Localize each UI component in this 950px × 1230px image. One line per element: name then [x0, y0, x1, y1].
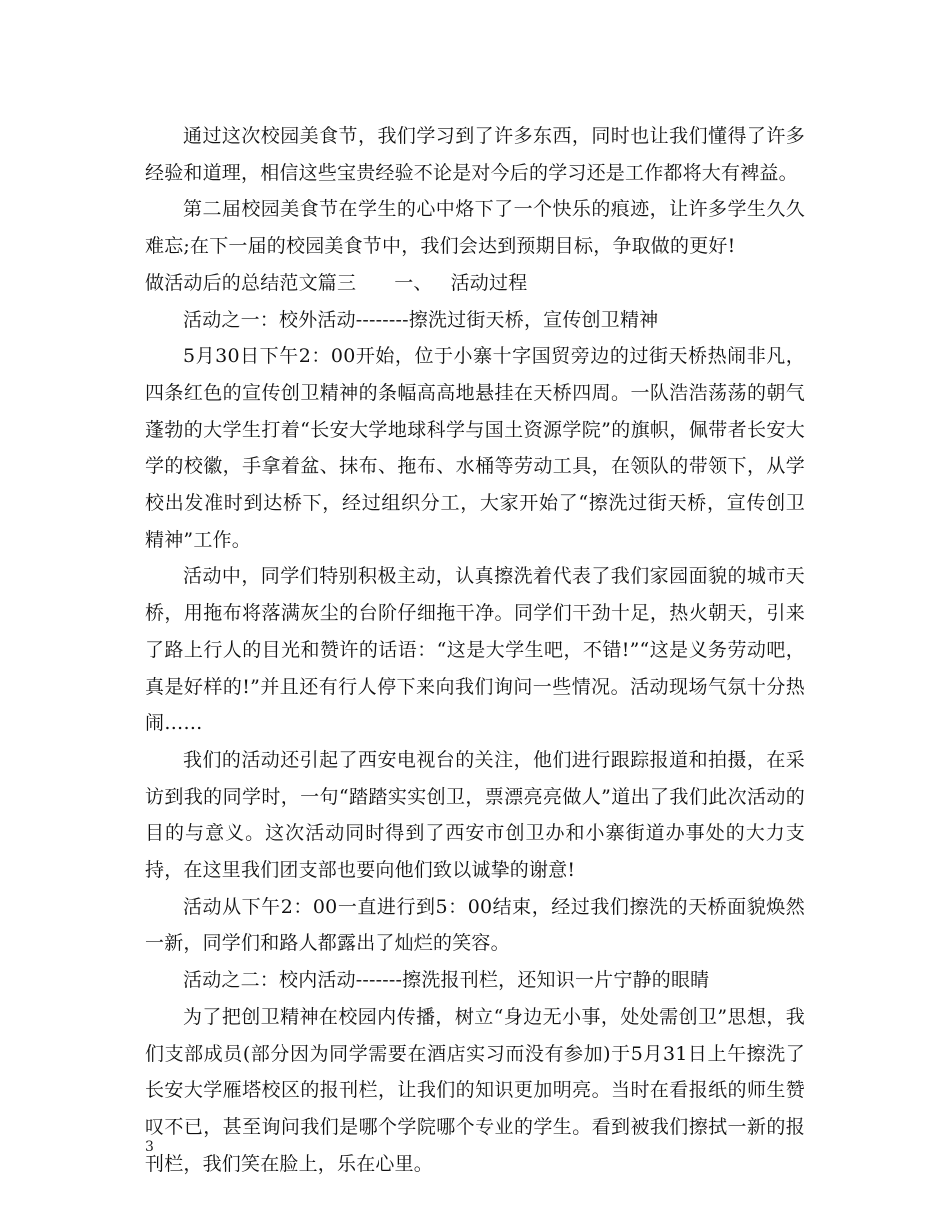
section-title: 活动过程 — [450, 271, 528, 294]
article-title: 做活动后的总结范文篇三 — [145, 271, 357, 294]
paragraph-bulletin-board: 为了把创卫精神在校园内传播，树立“身边无小事，处处需创卫”思想，我们支部成员(部分因为同学需要在酒店实习而没有参加)于5月31日上午擦洗了长安大学雁塔校区的报刊栏，让我们的知识更加明亮。当时在看报纸的师生赞叹不已，甚至询问我们是哪个学院哪个专业的学生。看到被我们擦拭一新的报刊栏，我们笑在脸上，乐在心里。 — [145, 1005, 805, 1175]
paragraph-during-activity: 活动中，同学们特别积极主动，认真擦洗着代表了我们家园面貌的城市天桥，用拖布将落满灰尘的台阶仔细拖干净。同学们干劲十足，热火朝天，引来了路上行人的目光和赞许的话语：“这是大学生吧，不错!”“这是义务劳动吧，真是好样的!”并且还有行人停下来向我们询问一些情况。活动现场气氛十分热闹…… — [145, 565, 805, 735]
section-heading-line — [145, 265, 805, 302]
document-body — [145, 118, 805, 1182]
section-number: 一、 — [394, 271, 433, 294]
paragraph-activity-two-title: 活动之二：校内活动-------擦洗报刊栏，还知识一片宁静的眼睛 — [183, 969, 710, 992]
paragraph-activity-one-title: 活动之一：校外活动--------擦洗过街天桥，宣传创卫精神 — [183, 308, 659, 331]
paragraph-food-festival-lessons: 通过这次校园美食节，我们学习到了许多东西，同时也让我们懂得了许多经验和道理，相信这些宝贵经验不论是对今后的学习还是工作都将大有裨益。 — [145, 125, 805, 184]
page-number: 3 — [145, 1139, 154, 1155]
paragraph-activity-duration: 活动从下午2：00一直进行到5：00结束，经过我们擦洗的天桥面貌焕然一新，同学们和路人都露出了灿烂的笑容。 — [145, 895, 805, 955]
paragraph-second-food-festival: 第二届校园美食节在学生的心中烙下了一个快乐的痕迹，让许多学生久久难忘;在下一届的校园美食节中，我们会达到预期目标，争取做的更好! — [145, 198, 805, 258]
paragraph-bridge-cleaning: 5月30日下午2：00开始，位于小寨十字国贸旁边的过街天桥热闹非凡，四条红色的宣传创卫精神的条幅高高地悬挂在天桥四周。一队浩浩荡荡的朝气蓬勃的大学生打着“长安大学地球科学与国土资源学院”的旗帜，佩带者长安大学的校徽，手拿着盆、抹布、拖布、水桶等劳动工具，在领队的带领下，从学校出发准时到达桥下，经过组织分工，大家开始了“擦洗过街天桥，宣传创卫精神”工作。 — [145, 345, 805, 551]
paragraph-tv-coverage: 我们的活动还引起了西安电视台的关注，他们进行跟踪报道和拍摄，在采访到我的同学时，一句“踏踏实实创卫，票漂亮亮做人”道出了我们此次活动的目的与意义。这次活动同时得到了西安市创卫办和小寨街道办事处的大力支持，在这里我们团支部也要向他们致以诚挚的谢意! — [145, 748, 805, 882]
